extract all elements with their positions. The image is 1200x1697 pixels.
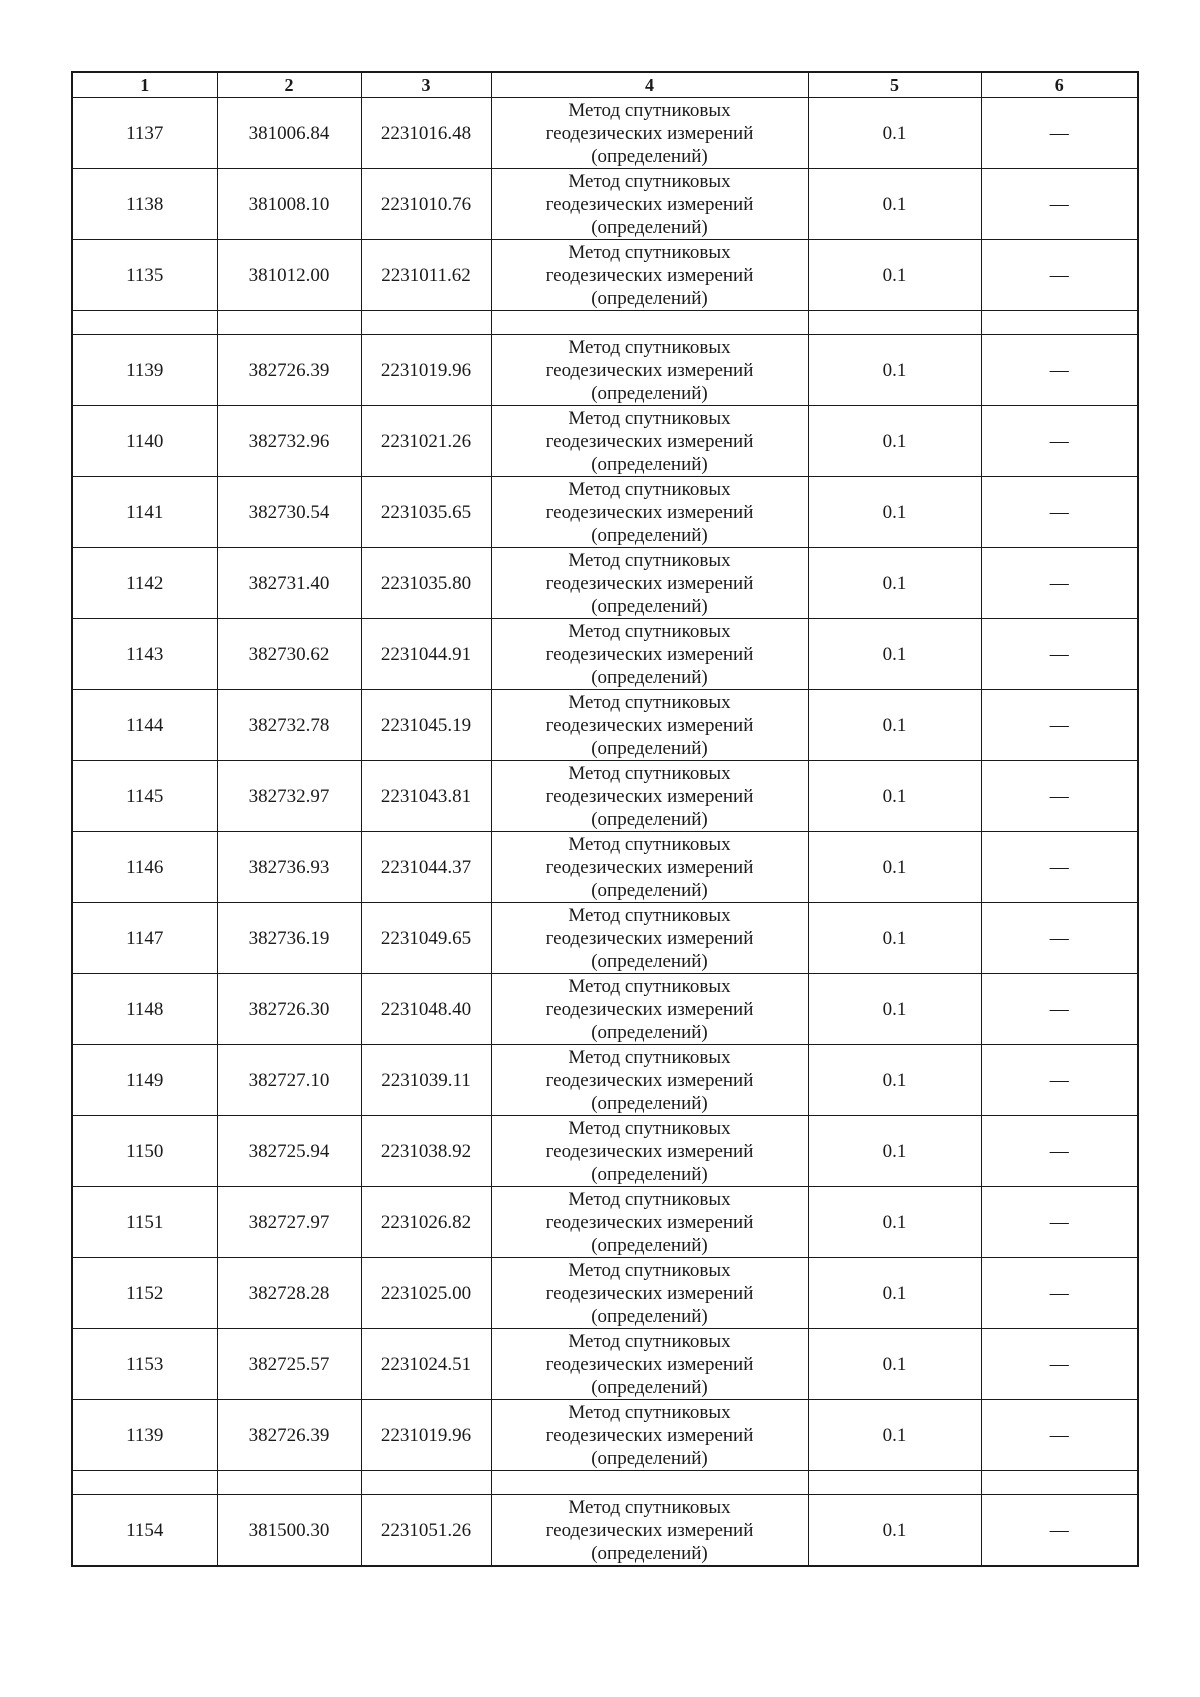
cell-point-number: 1140	[72, 406, 217, 477]
cell-coord-x: 382725.57	[217, 1329, 361, 1400]
cell-coord-x: 381006.84	[217, 98, 361, 169]
table-row	[72, 1495, 1138, 1567]
cell-coord-y: 2231035.80	[361, 548, 491, 619]
table-row	[72, 406, 1138, 477]
table-row	[72, 903, 1138, 974]
cell-note: —	[981, 1258, 1138, 1329]
cell-method: Метод спутниковых геодезических измерений (определений)	[491, 477, 808, 548]
cell-point-number	[72, 1471, 217, 1495]
cell-note: —	[981, 169, 1138, 240]
table-row	[72, 1329, 1138, 1400]
cell-coord-x: 382736.93	[217, 832, 361, 903]
table-row	[72, 1045, 1138, 1116]
cell-point-number: 1146	[72, 832, 217, 903]
column-header-6: 6	[981, 72, 1138, 98]
table-row	[72, 974, 1138, 1045]
cell-accuracy: 0.1	[808, 974, 981, 1045]
cell-coord-y: 2231044.91	[361, 619, 491, 690]
cell-point-number: 1135	[72, 240, 217, 311]
cell-coord-x: 382730.62	[217, 619, 361, 690]
cell-note: —	[981, 240, 1138, 311]
cell-coord-x: 382726.39	[217, 335, 361, 406]
separator-row	[72, 311, 1138, 335]
cell-note: —	[981, 903, 1138, 974]
cell-accuracy: 0.1	[808, 548, 981, 619]
cell-note: —	[981, 974, 1138, 1045]
cell-note: —	[981, 1116, 1138, 1187]
cell-note: —	[981, 832, 1138, 903]
cell-method: Метод спутниковых геодезических измерений (определений)	[491, 1258, 808, 1329]
cell-coord-y: 2231048.40	[361, 974, 491, 1045]
cell-coord-x: 382732.78	[217, 690, 361, 761]
cell-method: Метод спутниковых геодезических измерений (определений)	[491, 1116, 808, 1187]
cell-coord-y: 2231035.65	[361, 477, 491, 548]
cell-coord-y: 2231024.51	[361, 1329, 491, 1400]
cell-point-number: 1138	[72, 169, 217, 240]
table-row	[72, 98, 1138, 169]
cell-note: —	[981, 548, 1138, 619]
table-row	[72, 240, 1138, 311]
cell-coord-y	[361, 1471, 491, 1495]
cell-accuracy: 0.1	[808, 1400, 981, 1471]
cell-method: Метод спутниковых геодезических измерений (определений)	[491, 240, 808, 311]
column-header-2: 2	[217, 72, 361, 98]
cell-coord-x: 382730.54	[217, 477, 361, 548]
table-row	[72, 1400, 1138, 1471]
cell-accuracy: 0.1	[808, 619, 981, 690]
cell-accuracy	[808, 1471, 981, 1495]
cell-accuracy: 0.1	[808, 903, 981, 974]
separator-row	[72, 1471, 1138, 1495]
cell-coord-x: 382732.96	[217, 406, 361, 477]
cell-point-number: 1143	[72, 619, 217, 690]
column-header-4: 4	[491, 72, 808, 98]
cell-coord-x: 382726.30	[217, 974, 361, 1045]
table-row	[72, 1116, 1138, 1187]
cell-method: Метод спутниковых геодезических измерений (определений)	[491, 832, 808, 903]
cell-method	[491, 1471, 808, 1495]
cell-accuracy: 0.1	[808, 832, 981, 903]
cell-accuracy: 0.1	[808, 98, 981, 169]
cell-method: Метод спутниковых геодезических измерений (определений)	[491, 1329, 808, 1400]
table-row	[72, 761, 1138, 832]
cell-accuracy: 0.1	[808, 1187, 981, 1258]
cell-point-number: 1145	[72, 761, 217, 832]
cell-point-number: 1151	[72, 1187, 217, 1258]
cell-coord-y	[361, 311, 491, 335]
cell-coord-y: 2231044.37	[361, 832, 491, 903]
cell-coord-y: 2231045.19	[361, 690, 491, 761]
cell-accuracy: 0.1	[808, 169, 981, 240]
cell-accuracy: 0.1	[808, 1116, 981, 1187]
cell-note: —	[981, 477, 1138, 548]
cell-note: —	[981, 406, 1138, 477]
cell-method: Метод спутниковых геодезических измерений (определений)	[491, 761, 808, 832]
cell-method: Метод спутниковых геодезических измерений (определений)	[491, 98, 808, 169]
cell-coord-x: 382732.97	[217, 761, 361, 832]
table-row	[72, 1258, 1138, 1329]
cell-note: —	[981, 761, 1138, 832]
table-row	[72, 477, 1138, 548]
cell-coord-y: 2231043.81	[361, 761, 491, 832]
cell-accuracy: 0.1	[808, 1329, 981, 1400]
table-row	[72, 335, 1138, 406]
cell-note: —	[981, 1495, 1138, 1567]
cell-coord-y: 2231025.00	[361, 1258, 491, 1329]
cell-note: —	[981, 1400, 1138, 1471]
cell-point-number: 1150	[72, 1116, 217, 1187]
cell-method: Метод спутниковых геодезических измерений (определений)	[491, 1045, 808, 1116]
cell-method: Метод спутниковых геодезических измерений (определений)	[491, 903, 808, 974]
cell-point-number: 1147	[72, 903, 217, 974]
table-row	[72, 832, 1138, 903]
cell-point-number: 1139	[72, 335, 217, 406]
cell-accuracy: 0.1	[808, 761, 981, 832]
cell-coord-x: 382736.19	[217, 903, 361, 974]
cell-coord-x: 382728.28	[217, 1258, 361, 1329]
column-header-5: 5	[808, 72, 981, 98]
cell-coord-x	[217, 1471, 361, 1495]
cell-accuracy	[808, 311, 981, 335]
cell-note: —	[981, 619, 1138, 690]
cell-coord-y: 2231019.96	[361, 335, 491, 406]
cell-accuracy: 0.1	[808, 335, 981, 406]
cell-point-number: 1142	[72, 548, 217, 619]
coordinates-table	[71, 71, 1139, 1567]
cell-coord-x: 381008.10	[217, 169, 361, 240]
cell-method: Метод спутниковых геодезических измерений (определений)	[491, 690, 808, 761]
cell-coord-x: 382727.97	[217, 1187, 361, 1258]
cell-accuracy: 0.1	[808, 1258, 981, 1329]
cell-point-number: 1152	[72, 1258, 217, 1329]
table-row	[72, 548, 1138, 619]
cell-coord-y: 2231026.82	[361, 1187, 491, 1258]
cell-coord-y: 2231051.26	[361, 1495, 491, 1567]
cell-point-number	[72, 311, 217, 335]
cell-coord-x: 382731.40	[217, 548, 361, 619]
cell-accuracy: 0.1	[808, 240, 981, 311]
cell-method: Метод спутниковых геодезических измерений (определений)	[491, 1187, 808, 1258]
cell-point-number: 1153	[72, 1329, 217, 1400]
cell-coord-x	[217, 311, 361, 335]
cell-coord-y: 2231021.26	[361, 406, 491, 477]
cell-method: Метод спутниковых геодезических измерений (определений)	[491, 406, 808, 477]
cell-coord-y: 2231010.76	[361, 169, 491, 240]
table-header-row	[72, 72, 1138, 98]
cell-coord-y: 2231039.11	[361, 1045, 491, 1116]
table-row	[72, 619, 1138, 690]
cell-point-number: 1148	[72, 974, 217, 1045]
cell-coord-y: 2231011.62	[361, 240, 491, 311]
cell-note: —	[981, 690, 1138, 761]
cell-method: Метод спутниковых геодезических измерений (определений)	[491, 335, 808, 406]
cell-method: Метод спутниковых геодезических измерений (определений)	[491, 169, 808, 240]
table-row	[72, 169, 1138, 240]
cell-method: Метод спутниковых геодезических измерений (определений)	[491, 974, 808, 1045]
cell-accuracy: 0.1	[808, 1045, 981, 1116]
cell-method: Метод спутниковых геодезических измерений (определений)	[491, 548, 808, 619]
cell-note: —	[981, 1329, 1138, 1400]
cell-accuracy: 0.1	[808, 477, 981, 548]
cell-coord-x: 382725.94	[217, 1116, 361, 1187]
cell-accuracy: 0.1	[808, 690, 981, 761]
cell-note	[981, 311, 1138, 335]
cell-accuracy: 0.1	[808, 406, 981, 477]
cell-coord-y: 2231016.48	[361, 98, 491, 169]
cell-method: Метод спутниковых геодезических измерений (определений)	[491, 619, 808, 690]
cell-method: Метод спутниковых геодезических измерений (определений)	[491, 1400, 808, 1471]
cell-accuracy: 0.1	[808, 1495, 981, 1567]
cell-coord-x: 382727.10	[217, 1045, 361, 1116]
cell-note: —	[981, 1187, 1138, 1258]
table-body	[72, 98, 1138, 1567]
cell-note: —	[981, 1045, 1138, 1116]
cell-coord-y: 2231019.96	[361, 1400, 491, 1471]
column-header-1: 1	[72, 72, 217, 98]
cell-point-number: 1144	[72, 690, 217, 761]
cell-coord-x: 381012.00	[217, 240, 361, 311]
cell-point-number: 1141	[72, 477, 217, 548]
cell-method	[491, 311, 808, 335]
cell-note	[981, 1471, 1138, 1495]
cell-point-number: 1137	[72, 98, 217, 169]
cell-point-number: 1139	[72, 1400, 217, 1471]
cell-coord-y: 2231049.65	[361, 903, 491, 974]
cell-coord-x: 381500.30	[217, 1495, 361, 1567]
table-row	[72, 1187, 1138, 1258]
cell-method: Метод спутниковых геодезических измерений (определений)	[491, 1495, 808, 1567]
column-header-3: 3	[361, 72, 491, 98]
cell-coord-y: 2231038.92	[361, 1116, 491, 1187]
cell-point-number: 1154	[72, 1495, 217, 1567]
table-row	[72, 690, 1138, 761]
cell-coord-x: 382726.39	[217, 1400, 361, 1471]
cell-point-number: 1149	[72, 1045, 217, 1116]
cell-note: —	[981, 335, 1138, 406]
cell-note: —	[981, 98, 1138, 169]
